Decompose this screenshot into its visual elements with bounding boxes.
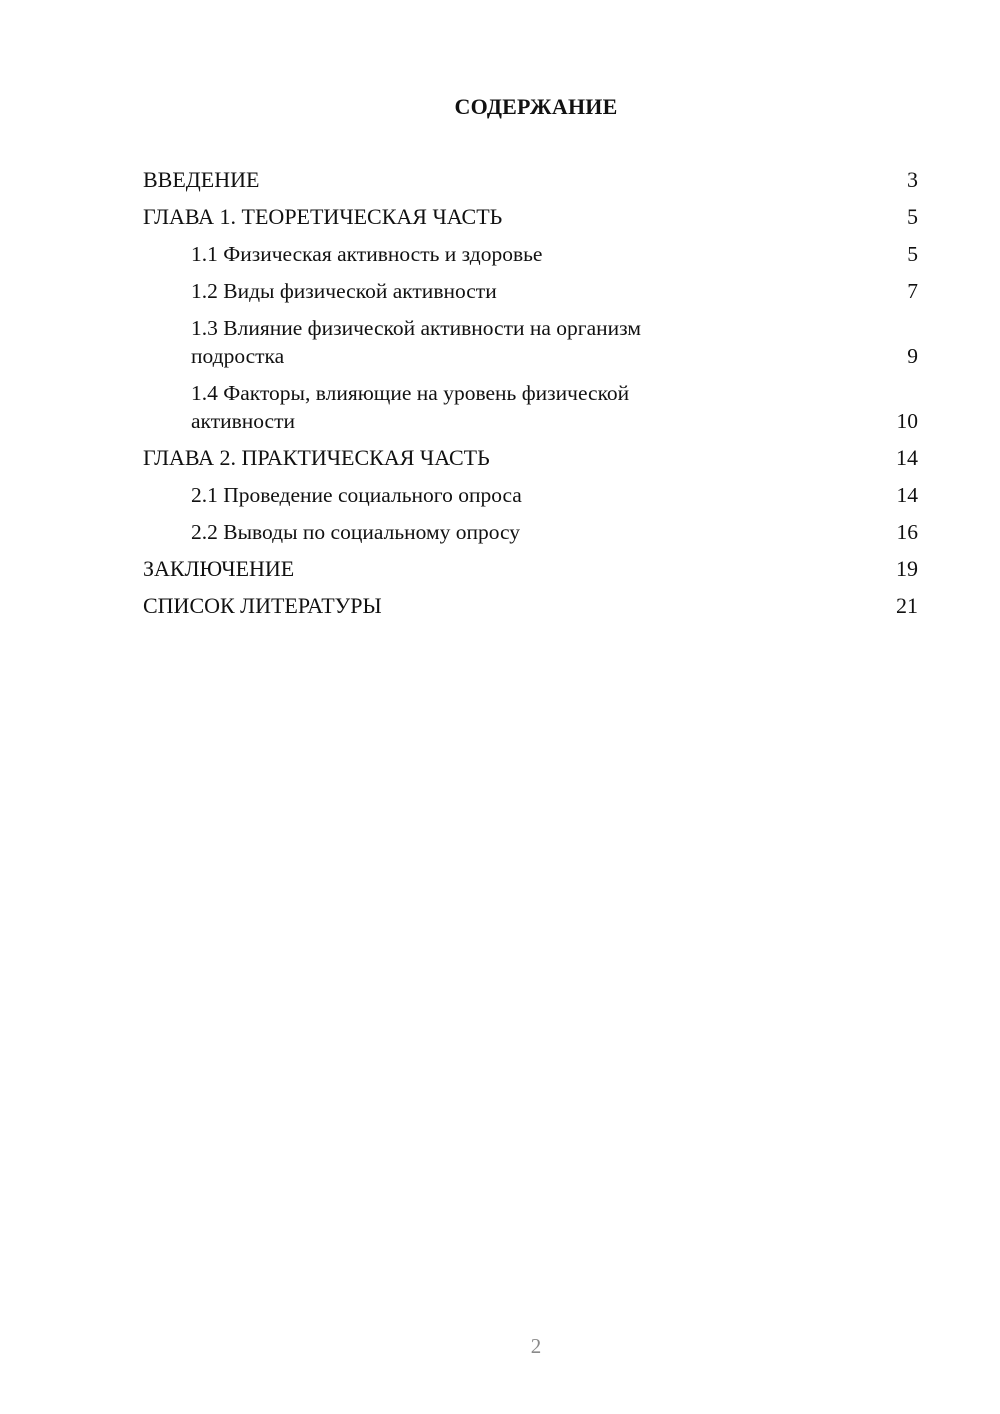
toc-entry-introduction[interactable] <box>143 166 918 194</box>
toc-entry-label: ГЛАВА 2. ПРАКТИЧЕСКАЯ ЧАСТЬ <box>143 445 490 470</box>
toc-entry-label: 2.1 Проведение социального опроса <box>191 483 522 507</box>
toc-entry-page: 5 <box>907 242 918 266</box>
toc-entry-page: 5 <box>907 204 918 229</box>
toc-entry-label: 1.2 Виды физической активности <box>191 279 497 303</box>
toc-entry-section-2-1[interactable] <box>143 481 918 509</box>
toc-entry-conclusion[interactable] <box>143 555 918 583</box>
toc-entry-section-1-1[interactable] <box>143 240 918 268</box>
page-number: 2 <box>530 1334 542 1358</box>
toc-entry-label: ЗАКЛЮЧЕНИЕ <box>143 556 295 581</box>
toc-entry-page: 3 <box>907 167 918 192</box>
toc-entry-chapter-1[interactable] <box>143 203 918 231</box>
table-of-contents <box>143 166 918 629</box>
toc-entry-label: 1.3 Влияние физической активности на организм подростка <box>191 316 641 368</box>
toc-title: СОДЕРЖАНИЕ <box>454 94 618 119</box>
toc-entry-chapter-2[interactable] <box>143 444 918 472</box>
toc-entry-label: ГЛАВА 1. ТЕОРЕТИЧЕСКАЯ ЧАСТЬ <box>143 204 503 229</box>
toc-entry-page: 7 <box>907 279 918 303</box>
toc-entry-bibliography[interactable] <box>143 592 918 620</box>
toc-entry-page: 14 <box>896 445 918 470</box>
toc-entry-page: 21 <box>896 593 918 618</box>
toc-entry-section-1-4[interactable] <box>143 379 918 435</box>
toc-entry-label: ВВЕДЕНИЕ <box>143 167 260 192</box>
toc-entry-label: 2.2 Выводы по социальному опросу <box>191 520 521 544</box>
toc-entry-section-1-2[interactable] <box>143 277 918 305</box>
toc-entry-page: 14 <box>896 483 918 507</box>
toc-entry-label: 1.1 Физическая активность и здоровье <box>191 242 543 266</box>
toc-entry-page: 19 <box>896 556 918 581</box>
toc-entry-label: СПИСОК ЛИТЕРАТУРЫ <box>143 593 382 618</box>
toc-entry-label: 1.4 Факторы, влияющие на уровень физической активности <box>191 381 630 433</box>
toc-entry-page: 16 <box>896 520 918 544</box>
toc-entry-section-2-2[interactable] <box>143 518 918 546</box>
toc-entry-section-1-3[interactable] <box>143 314 918 370</box>
toc-entry-page: 9 <box>907 344 918 368</box>
toc-entry-page: 10 <box>896 409 918 433</box>
